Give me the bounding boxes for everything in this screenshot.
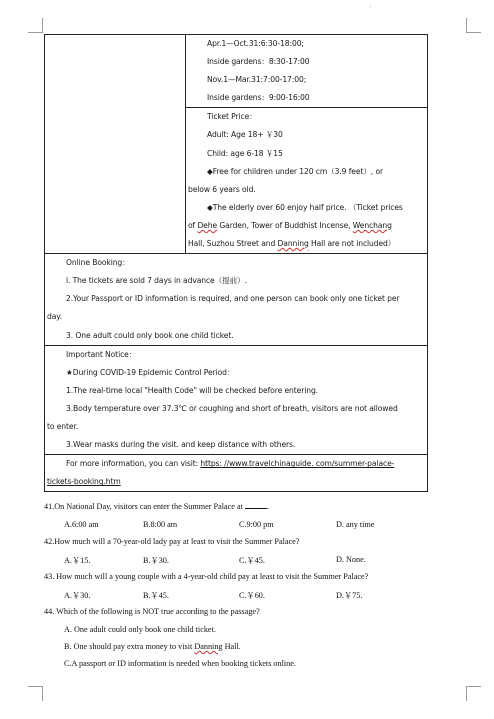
notice-heading: Important Notice： xyxy=(66,349,137,359)
more-info-link[interactable]: https: //www.travelchinaguide. com/summer-palace- xyxy=(200,459,395,469)
booking-item-2-line-1: 2.Your Passport or ID information is required, and one person can book only one ticket per xyxy=(66,294,400,304)
q44-option-b-end: Hall. xyxy=(222,642,241,651)
more-info-line-1 xyxy=(45,455,427,473)
booking-item-3: 3. One adult could only book one child ticket. xyxy=(66,330,234,340)
price-free-line-1: ◆Free for children under 120 cm（3.9 feet）, or xyxy=(207,166,384,176)
more-info-cell xyxy=(45,455,428,492)
elderly-text-a: of xyxy=(188,220,198,230)
q43-option-b: B.￥45. xyxy=(143,591,169,600)
q42-option-b: B.￥30. xyxy=(143,556,169,565)
hours-line-2: Inside gardens：8:30-17:00 xyxy=(207,57,310,67)
notice-item-1: 1.The real-time local "Health Code" will be checked before entering. xyxy=(66,385,318,395)
question-41-period: . xyxy=(266,502,269,511)
more-info-text: For more information, you can visit: xyxy=(66,459,201,469)
question-41-stem: 41.On National Day, visitors can enter the Summer Palace at xyxy=(44,502,245,511)
price-adult: Adult: Age 18+ ￥30 xyxy=(207,130,283,140)
wenchang-word: Wenchang xyxy=(352,220,392,230)
price-elderly-line-1: ◆The elderly over 60 enjoy half price. （Ticket prices xyxy=(207,202,403,212)
notice-covid: ★During COVID-19 Epidemic Control Period： xyxy=(66,367,235,377)
speck xyxy=(370,6,371,7)
important-notice-cell xyxy=(45,345,428,455)
notice-masks: 3.Wear masks during the visit. and keep distance with others. xyxy=(66,440,296,450)
more-info-link-end[interactable]: tickets-booking.htm xyxy=(47,477,121,487)
info-table xyxy=(44,34,428,492)
q44-option-a: A. One adult could only book one child ticket. xyxy=(64,625,216,634)
booking-item-2-line-2: day. xyxy=(47,312,62,322)
hours-line-1: Apr.1—Oct.31:6:30-18:00; xyxy=(207,39,304,48)
q43-option-c: C.￥60. xyxy=(239,591,265,600)
more-info-line-2 xyxy=(45,473,427,491)
question-42: 42.How much will a 70-year-old lady pay at least to visit the Summer Palace? xyxy=(44,537,300,546)
elderly-text-e: Hall are not included） xyxy=(308,239,396,249)
answer-blank xyxy=(245,502,267,509)
price-child: Child: age 6-18 ￥15 xyxy=(207,148,283,158)
q44-danning-word: Danning xyxy=(194,642,223,651)
q41-option-d: D. any time xyxy=(336,520,375,529)
question-41 xyxy=(44,502,464,511)
booking-heading: Online Booking： xyxy=(66,258,130,268)
q44-option-b-text: B. One should pay extra money to visit xyxy=(64,642,195,651)
dehe-word: Dehe xyxy=(197,220,218,230)
crop-mark-bottom-right xyxy=(466,686,481,701)
empty-left-cell xyxy=(45,35,186,254)
price-heading: Ticket Price： xyxy=(207,112,257,122)
q42-option-a: A.￥15. xyxy=(64,556,91,565)
q42-option-c: C.￥45. xyxy=(239,556,265,565)
q41-option-c: C.9:00 pm xyxy=(239,520,274,529)
q44-option-c: C.A passport or ID information is needed when booking tickets online. xyxy=(64,659,296,668)
q44-option-b xyxy=(64,642,241,651)
q43-option-d: D.￥75. xyxy=(336,591,363,600)
elderly-text-c: Garden, Tower of Buddhist Incense, xyxy=(217,220,353,230)
hours-line-3: Nov.1—Mar.31:7:00-17:00; xyxy=(207,75,307,85)
price-elderly-line-2 xyxy=(186,217,427,235)
danning-word: Danning xyxy=(277,239,309,249)
crop-mark-top-left xyxy=(28,18,43,33)
question-44: 44. Which of the following is NOT true according to the passage? xyxy=(44,607,260,616)
online-booking-cell xyxy=(45,254,428,345)
notice-item-3-line-2: to enter. xyxy=(47,421,79,431)
booking-item-1: l. The tickets are sold 7 days in advance（提前）. xyxy=(66,276,247,286)
crop-mark-bottom-left xyxy=(28,686,43,701)
hours-line-4: Inside gardens：9:00-16:00 xyxy=(207,93,310,103)
ticket-price-cell xyxy=(186,108,428,254)
q41-option-b: B.8:00 am xyxy=(143,520,178,529)
crop-mark-top-right xyxy=(466,18,481,33)
opening-hours-cell xyxy=(186,35,428,108)
notice-item-3-line-1: 3.Body temperature over 37.3℃ or coughing and short of breath, visitors are not allowed xyxy=(66,403,398,413)
q42-option-d: D. None. xyxy=(336,555,366,564)
q43-option-a: A.￥30. xyxy=(64,591,91,600)
price-elderly-line-3 xyxy=(186,235,427,253)
elderly-text-d: Hall, Suzhou Street and xyxy=(188,239,278,249)
price-free-line-2: below 6 years old. xyxy=(188,184,256,194)
q41-option-a: A.6:00 am xyxy=(64,520,99,529)
question-43: 43. How much will a young couple with a 4-year-old child pay at least to visit the Summer Palace? xyxy=(44,572,369,581)
